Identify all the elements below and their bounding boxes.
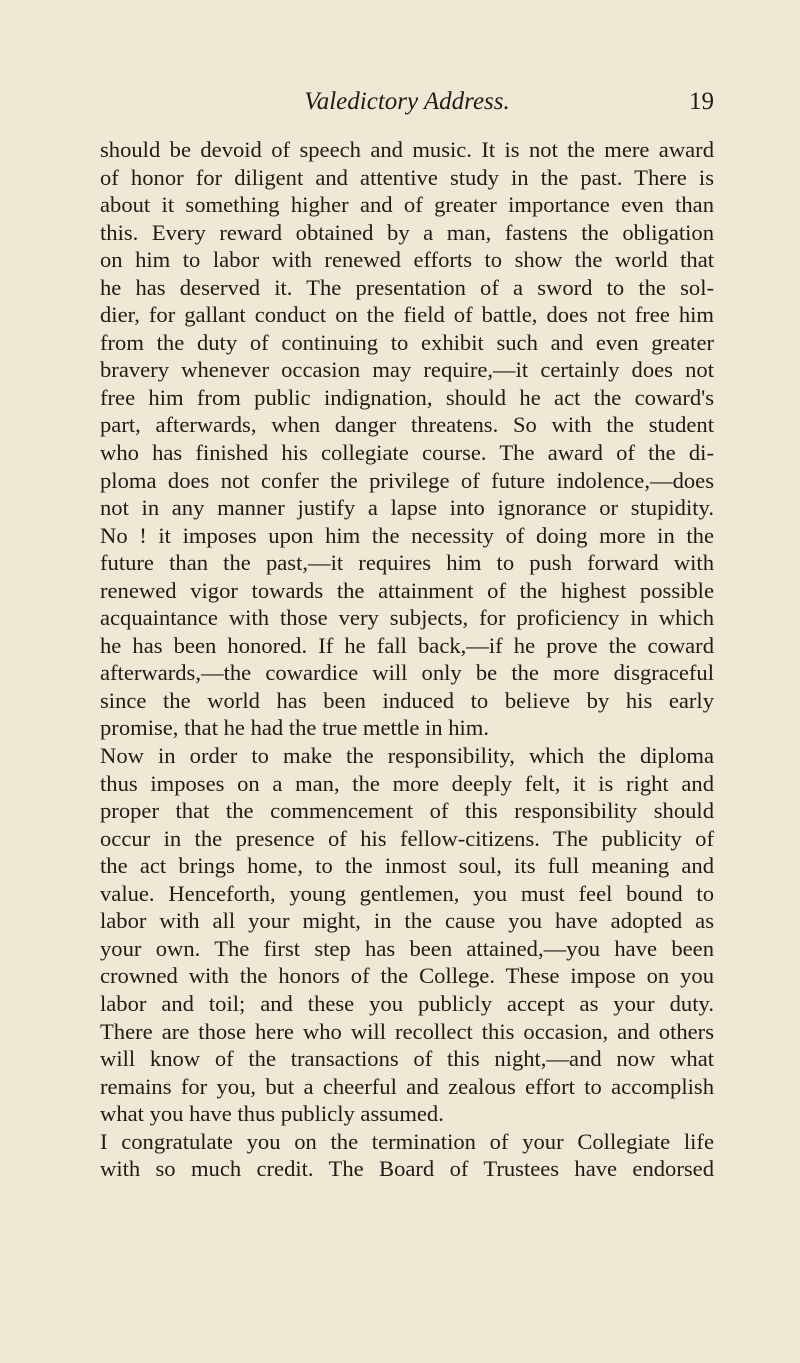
text-line: labor and toil; and these you publicly accept as your duty. [100,990,714,1016]
text-line: promise, that he had the true mettle in him. [100,715,490,741]
page-number: 19 [689,88,714,115]
running-title: Valedictory Address. [304,88,510,115]
text-line: thus imposes on a man, the more deeply felt, it is right and [100,770,714,796]
text-line: free him from public indignation, should he act the coward's [100,384,714,410]
text-line: this. Every reward obtained by a man, fastens the obligation [100,219,714,245]
text-line: bravery whenever occasion may require,—it certainly does not [100,357,714,383]
text-line: No ! it imposes upon him the necessity of doing more in the [100,522,714,548]
text-line: your own. The first step has been attained,—you have been [100,935,714,961]
text-line: he has been honored. If he fall back,—if he prove the coward [100,632,714,658]
text-line: acquaintance with those very subjects, for proficiency in which [100,605,714,631]
text-line: occur in the presence of his fellow-citizens. The publicity of [100,825,714,851]
text-line: of honor for diligent and attentive study in the past. There is [100,164,714,190]
text-line: will know of the transactions of this night,—and now what [100,1046,714,1072]
text-line: afterwards,—the cowardice will only be the more disgraceful [100,660,714,686]
page-header [100,85,714,119]
text-line: what you have thus publicly assumed. [100,1101,444,1127]
text-line: renewed vigor towards the attainment of the highest possible [100,577,714,603]
text-line: with so much credit. The Board of Trustees have endorsed [100,1156,714,1182]
text-line: who has finished his collegiate course. The award of the di- [100,440,714,466]
text-line: remains for you, but a cheerful and zealous effort to accomplish [100,1073,714,1099]
text-line: I congratulate you on the termination of your Collegiate life [100,1128,714,1154]
text-line: from the duty of continuing to exhibit such and even greater [100,329,714,355]
text-line: dier, for gallant conduct on the field of battle, does not free him [100,302,714,328]
text-line: not in any manner justify a lapse into ignorance or stupidity. [100,495,714,521]
text-line: about it something higher and of greater importance even than [100,192,714,218]
text-line: There are those here who will recollect this occasion, and others [100,1018,714,1044]
text-line: on him to labor with renewed efforts to show the world that [100,247,714,273]
text-line: crowned with the honors of the College. These impose on you [100,963,714,989]
body-text [100,136,714,1183]
text-line: Now in order to make the responsibility, which the diploma [100,743,714,769]
text-line: since the world has been induced to believe by his early [100,687,714,713]
text-line: he has deserved it. The presentation of a sword to the sol- [100,274,714,300]
text-line: the act brings home, to the inmost soul, its full meaning and [100,853,714,879]
text-line: labor with all your might, in the cause you have adopted as [100,908,714,934]
text-line: future than the past,—it requires him to push forward with [100,550,714,576]
text-line: ploma does not confer the privilege of future indolence,—does [100,467,714,493]
text-line: value. Henceforth, young gentlemen, you must feel bound to [100,880,714,906]
text-line: should be devoid of speech and music. It is not the mere award [100,137,714,162]
text-line: proper that the commencement of this responsibility should [100,798,714,824]
text-line: part, afterwards, when danger threatens. So with the student [100,412,714,438]
